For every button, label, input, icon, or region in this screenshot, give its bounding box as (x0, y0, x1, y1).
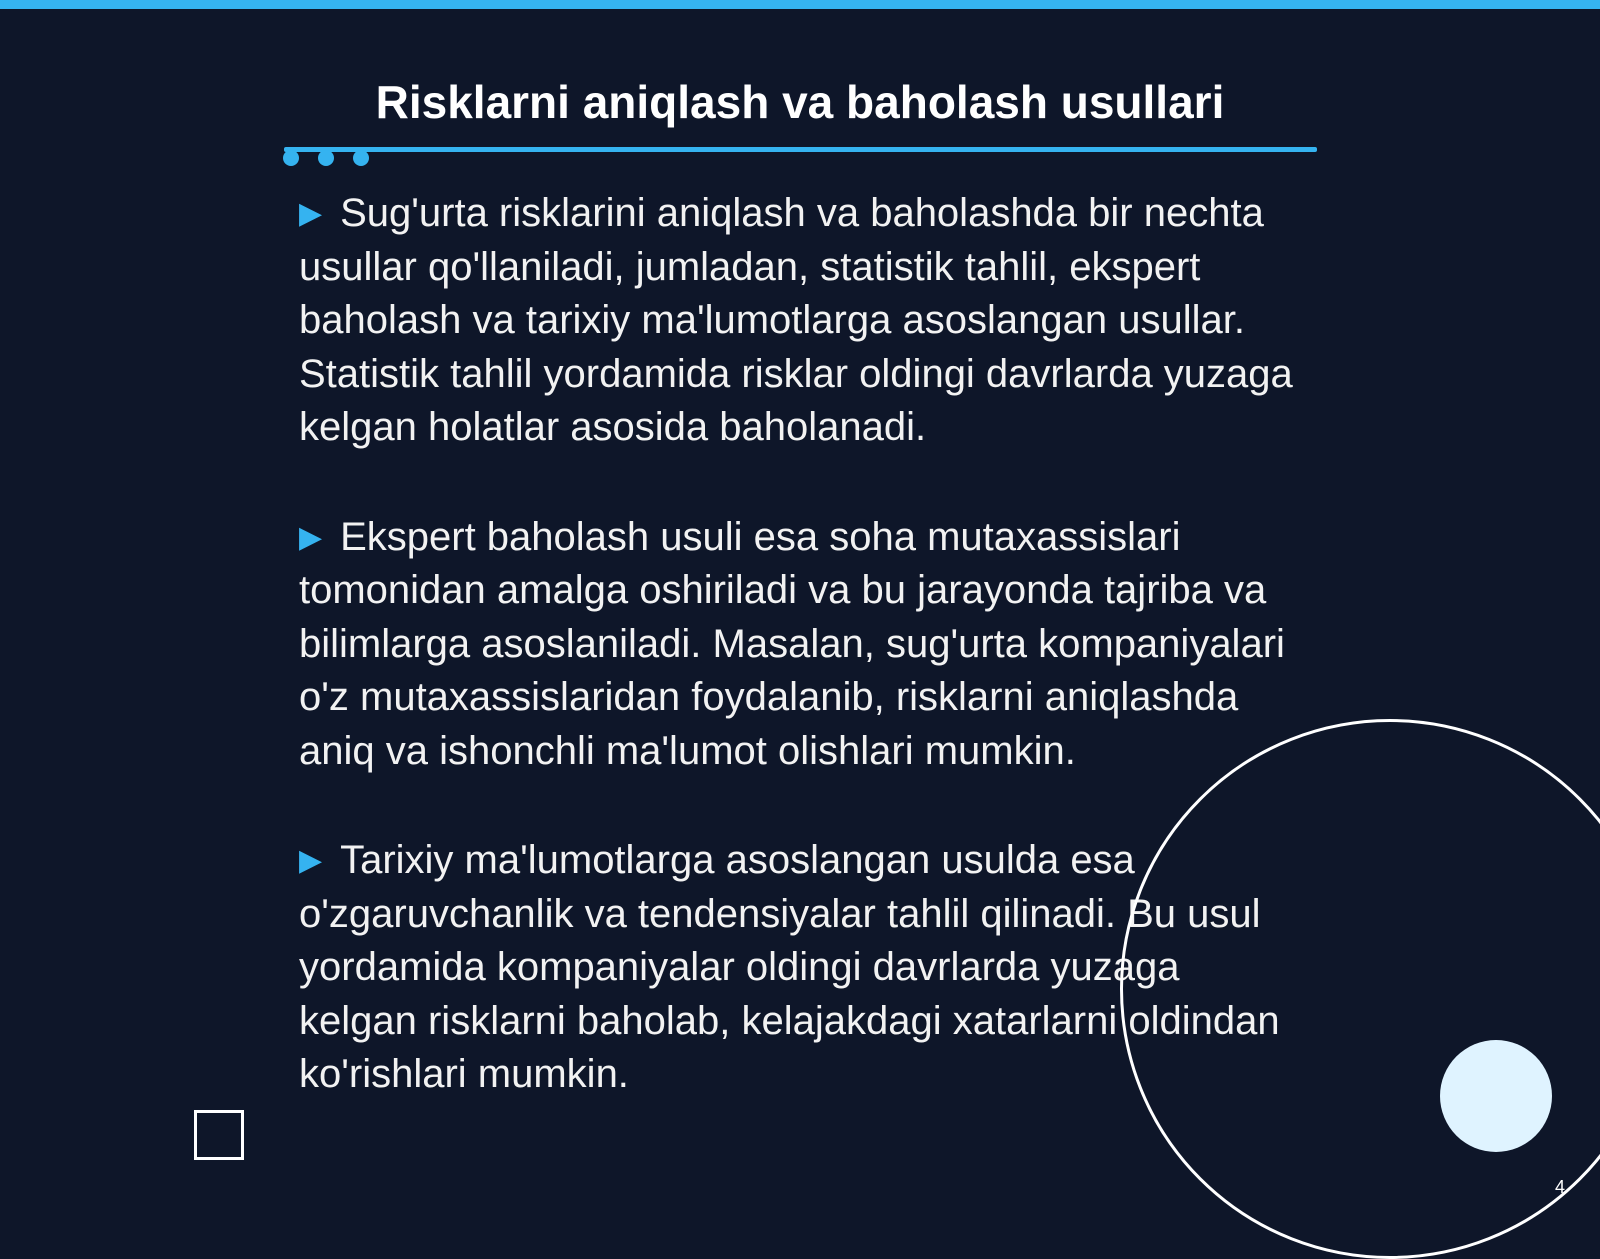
triangle-right-icon: ▶ (299, 197, 323, 230)
triangle-right-icon: ▶ (299, 520, 323, 554)
bullet-paragraph-2 (299, 511, 1299, 779)
decorative-dot (318, 150, 334, 166)
top-accent-bar (0, 0, 1600, 9)
triangle-right-icon: ▶ (299, 844, 323, 877)
paragraph-text: Ekspert baholash usuli esa soha mutaxassislari tomonidan amalga oshiriladi va bu jarayonda tajriba va bilimlarga asoslaniladi. Masalan, sug'urta kompaniyalari o'z mutaxassislaridan foydalanib, risklarni aniqlashda aniq va ishonchli ma'lumot olishlari mumkin. (299, 514, 1285, 773)
slide-title: Risklarni aniqlash va baholash usullari (375, 76, 1225, 128)
decorative-dot (353, 150, 369, 166)
decorative-square (194, 1110, 244, 1160)
decorative-circle (1440, 1040, 1552, 1152)
bullet-paragraph-1 (299, 187, 1299, 455)
paragraph-text: Tarixiy ma'lumotlarga asoslangan usulda esa o'zgaruvchanlik va tendensiyalar tahlil qilinadi. Bu usul yordamida kompaniyalar oldingi davrlarda yuzaga kelgan risklarni baholab, kelajakdagi xatarlarni oldindan ko'rishlari mumkin. (299, 838, 1280, 1096)
decorative-dot (283, 150, 299, 166)
title-underline (284, 147, 1317, 152)
paragraph-text: Sug'urta risklarini aniqlash va baholashda bir nechta usullar qo'llaniladi, jumladan, statistik tahlil, ekspert baholash va tarixiy ma'lumotlarga asoslangan usullar. Statistik tahlil yordamida risklar oldingi davrlarda yuzaga kelgan holatlar asosida baholanadi. (299, 191, 1293, 449)
page-number: 4 (1555, 1177, 1566, 1197)
